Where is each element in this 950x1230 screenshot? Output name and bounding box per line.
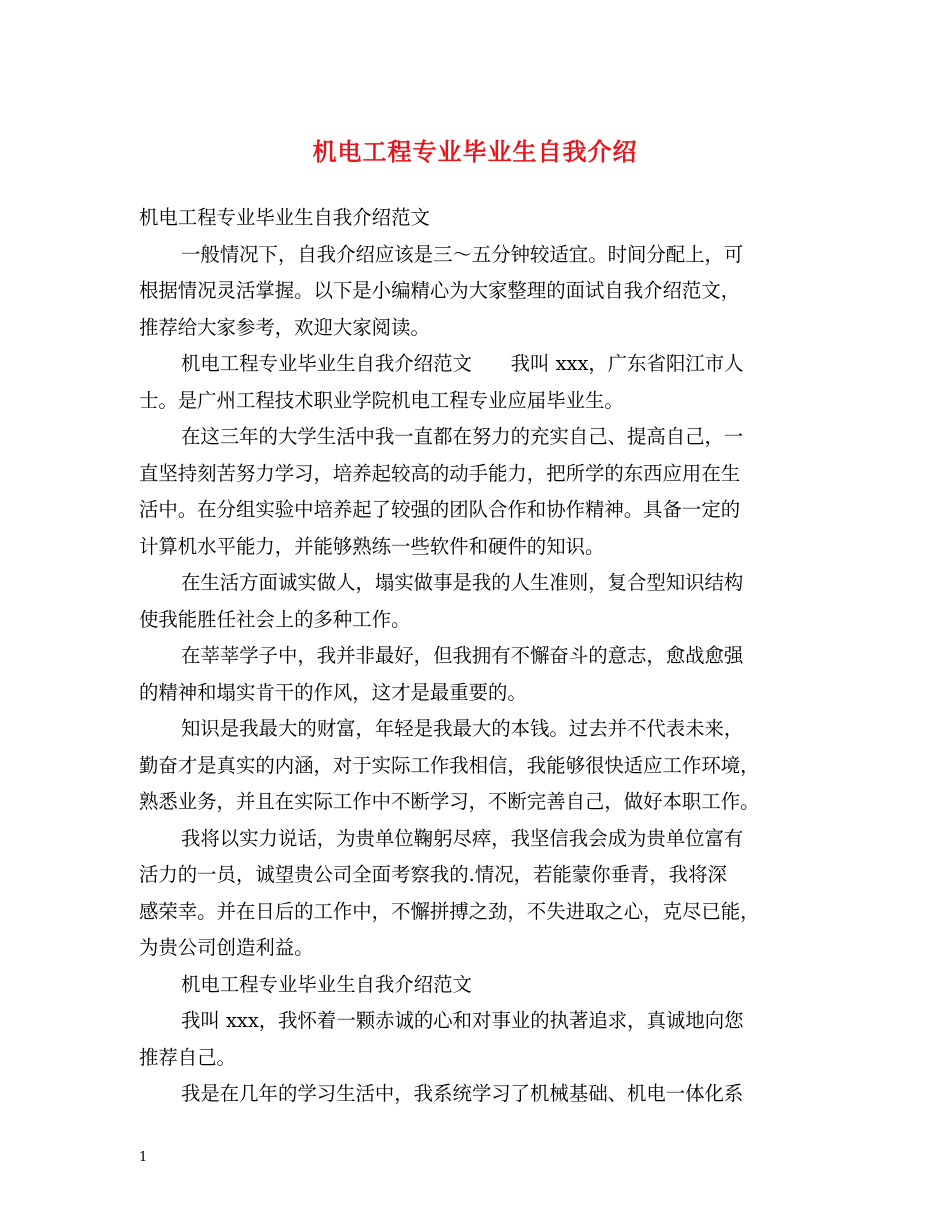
- body-line: 推荐自己。: [139, 1045, 236, 1069]
- document-title: 机电工程专业毕业生自我介绍: [312, 137, 638, 166]
- body-line: 知识是我最大的财富，年轻是我最大的本钱。过去并不代表未来，: [181, 717, 744, 740]
- body-line: 机电工程专业毕业生自我介绍范文: [139, 206, 430, 229]
- body-line: 感荣幸。并在日后的工作中，不懈拼搏之劲，不失进取之心，克尽已能，: [139, 899, 760, 923]
- body-line: 我叫 xxx，我怀着一颗赤诚的心和对事业的执著追求，真诚地向您: [181, 1009, 744, 1032]
- document-body: [139, 200, 829, 1113]
- body-line: 熟悉业务，并且在实际工作中不断学习，不断完善自己，做好本职工作。: [139, 790, 760, 813]
- body-line: 机电工程专业毕业生自我介绍范文: [181, 972, 472, 996]
- body-line: 直坚持刻苦努力学习，培养起较高的动手能力，把所学的东西应用在生: [139, 461, 741, 485]
- body-line: 活力的一员，诚望贵公司全面考察我的.情况，若能蒙你垂青，我将深: [139, 863, 727, 886]
- body-line: 勤奋才是真实的内涵，对于实际工作我相信，我能够很快适应工作环境，: [139, 753, 760, 777]
- body-line: 机电工程专业毕业生自我介绍范文 我叫 xxx，广东省阳江市人: [181, 352, 744, 375]
- body-line: 推荐给大家参考，欢迎大家阅读。: [139, 315, 430, 339]
- body-line: 活中。在分组实验中培养起了较强的团队合作和协作精神。具备一定的: [139, 498, 741, 521]
- body-line: 我是在几年的学习生活中，我系统学习了机械基础、机电一体化系: [181, 1082, 744, 1105]
- body-line: 为贵公司创造利益。: [139, 936, 314, 959]
- body-line: 我将以实力说话，为贵单位鞠躬尽瘁，我坚信我会成为贵单位富有: [181, 826, 744, 850]
- body-line: 使我能胜任社会上的多种工作。: [139, 607, 411, 631]
- body-line: 在莘莘学子中，我并非最好，但我拥有不懈奋斗的意志，愈战愈强: [181, 644, 744, 667]
- body-line: 在生活方面诚实做人，塌实做事是我的人生准则，复合型知识结构: [181, 571, 744, 594]
- body-line: 在这三年的大学生活中我一直都在努力的充实自己、提高自己，一: [181, 425, 744, 448]
- body-line: 的精神和塌实肯干的作风，这才是最重要的。: [139, 680, 527, 704]
- body-line: 根据情况灵活掌握。以下是小编精心为大家整理的面试自我介绍范文，: [139, 279, 741, 302]
- page-number: 1: [139, 1150, 148, 1165]
- body-line: 计算机水平能力，并能够熟练一些软件和硬件的知识。: [139, 534, 605, 558]
- body-line: 士。是广州工程技术职业学院机电工程专业应届毕业生。: [139, 388, 624, 412]
- body-line: 一般情况下，自我介绍应该是三～五分钟较适宜。时间分配上，可: [181, 242, 744, 266]
